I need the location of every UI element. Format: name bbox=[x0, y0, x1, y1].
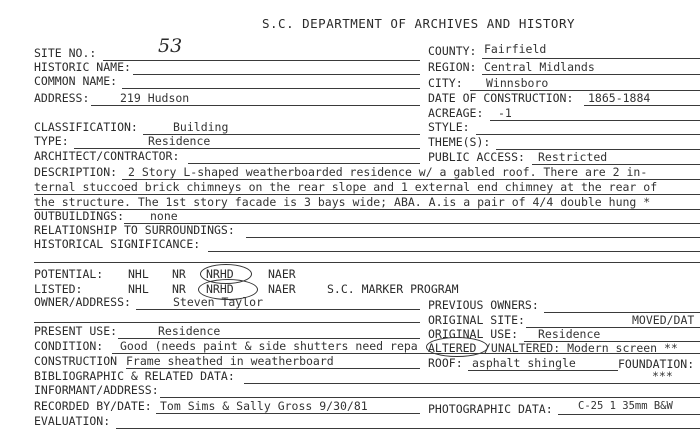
owner-line bbox=[136, 309, 420, 310]
outbuildings-label: OUTBUILDINGS: bbox=[34, 209, 125, 223]
original-use-label: ORIGINAL USE: bbox=[428, 327, 519, 341]
outbuildings-value: none bbox=[150, 209, 178, 223]
common-name-label: COMMON NAME: bbox=[34, 74, 118, 88]
site-no-line bbox=[103, 60, 420, 61]
classification-value: Building bbox=[173, 120, 229, 134]
listed-nhl: NHL bbox=[128, 282, 149, 296]
foundation-value: *** bbox=[652, 369, 673, 383]
listed-nrhd: NRHD bbox=[206, 282, 234, 296]
construction-value: Frame sheathed in weatherboard bbox=[126, 354, 334, 368]
acreage-value: -1 bbox=[498, 106, 512, 120]
address-line bbox=[91, 105, 420, 106]
acreage-line bbox=[490, 120, 700, 121]
evaluation-label: EVALUATION: bbox=[34, 414, 111, 428]
significance-label: HISTORICAL SIGNIFICANCE: bbox=[34, 237, 201, 251]
original-use-value: Residence bbox=[538, 327, 601, 341]
description-line-1: 2 Story L-shaped weatherboarded residence w/ a gabled roof. There are 2 in- bbox=[128, 165, 648, 179]
evaluation-line bbox=[116, 428, 700, 429]
original-site-value: MOVED/DAT bbox=[632, 313, 695, 327]
photographic-label: PHOTOGRAPHIC DATA: bbox=[428, 402, 553, 416]
acreage-label: ACREAGE: bbox=[428, 106, 484, 120]
potential-nrhd: NRHD bbox=[206, 267, 234, 281]
public-access-label: PUBLIC ACCESS: bbox=[428, 150, 525, 164]
region-line bbox=[482, 74, 700, 75]
address-value: 219 Hudson bbox=[120, 91, 190, 105]
region-label: REGION: bbox=[428, 60, 477, 74]
architect-line bbox=[188, 163, 420, 164]
historic-name-label: HISTORIC NAME: bbox=[34, 60, 131, 74]
listed-label: LISTED: bbox=[34, 282, 83, 296]
type-label: TYPE: bbox=[34, 134, 69, 148]
present-use-value: Residence bbox=[158, 324, 221, 338]
architect-label: ARCHITECT/CONTRACTOR: bbox=[34, 149, 180, 163]
section-divider bbox=[34, 262, 700, 263]
county-value: Fairfield bbox=[484, 42, 547, 56]
type-value: Residence bbox=[148, 134, 211, 148]
common-name-line bbox=[122, 88, 420, 89]
photographic-line bbox=[558, 414, 700, 415]
previous-owners-label: PREVIOUS OWNERS: bbox=[428, 298, 539, 312]
recorded-line bbox=[156, 413, 420, 414]
unaltered-value: /UNALTERED: Modern screen ** bbox=[484, 341, 678, 355]
address-label: ADDRESS: bbox=[34, 91, 90, 105]
foundation-label: FOUNDATION: bbox=[618, 357, 695, 371]
site-no-value: 53 bbox=[158, 35, 183, 57]
owner-line-2 bbox=[34, 322, 420, 323]
photographic-value: C-25 1 35mm B&W bbox=[578, 400, 673, 412]
region-value: Central Midlands bbox=[484, 60, 595, 74]
potential-nhl: NHL bbox=[128, 267, 149, 281]
owner-label: OWNER/ADDRESS: bbox=[34, 295, 131, 309]
description-line-2: ternal stuccoed brick chimneys on the rear slope and 1 external end chimney at the rear of bbox=[34, 180, 658, 194]
significance-line bbox=[208, 251, 700, 252]
marker-program: S.C. MARKER PROGRAM bbox=[327, 282, 459, 296]
bibliography-line bbox=[244, 383, 700, 384]
classification-label: CLASSIFICATION: bbox=[34, 120, 138, 134]
date-line bbox=[584, 105, 700, 106]
style-line bbox=[476, 134, 700, 135]
construction-label: CONSTRUCTION bbox=[34, 354, 118, 368]
public-access-value: Restricted bbox=[538, 150, 608, 164]
bibliography-label: BIBLIOGRAPHIC & RELATED DATA: bbox=[34, 369, 235, 383]
potential-label: POTENTIAL: bbox=[34, 267, 104, 281]
listed-naer: NAER bbox=[268, 282, 296, 296]
site-no-label: SITE NO.: bbox=[34, 46, 97, 60]
description-rule-3 bbox=[34, 209, 700, 210]
historic-name-line bbox=[133, 74, 420, 75]
listed-nr: NR bbox=[172, 282, 186, 296]
present-use-label: PRESENT USE: bbox=[34, 324, 118, 338]
form-title: S.C. DEPARTMENT OF ARCHIVES AND HISTORY bbox=[262, 16, 575, 31]
city-value: Winnsboro bbox=[486, 76, 549, 90]
roof-value: asphalt shingle bbox=[472, 356, 576, 370]
owner-value: Steven Taylor bbox=[173, 295, 264, 309]
altered-circle bbox=[426, 337, 488, 357]
potential-nr: NR bbox=[172, 267, 186, 281]
theme-label: THEME(S): bbox=[428, 135, 491, 149]
date-value: 1865-1884 bbox=[588, 91, 651, 105]
altered-option: ALTERED bbox=[428, 341, 477, 355]
recorded-label: RECORDED BY/DATE: bbox=[34, 399, 152, 413]
original-site-label: ORIGINAL SITE: bbox=[428, 313, 525, 327]
recorded-value: Tom Sims & Sally Gross 9/30/81 bbox=[160, 399, 368, 413]
roof-label: ROOF: bbox=[428, 356, 463, 370]
relationship-label: RELATIONSHIP TO SURROUNDINGS: bbox=[34, 223, 235, 237]
condition-value: Good (needs paint & side shutters need repa bbox=[120, 339, 418, 353]
roof-line bbox=[468, 370, 618, 371]
description-line-3: the structure. The 1st story facade is 3 bays wide; ABA. A.is a pair of 4/4 double hung * bbox=[34, 195, 651, 209]
description-label: DESCRIPTION: bbox=[34, 165, 118, 179]
condition-label: CONDITION: bbox=[34, 339, 104, 353]
city-label: CITY: bbox=[428, 76, 463, 90]
date-label: DATE OF CONSTRUCTION: bbox=[428, 91, 574, 105]
county-line bbox=[482, 58, 700, 59]
relationship-line bbox=[246, 237, 700, 238]
informant-line bbox=[160, 397, 700, 398]
potential-naer: NAER bbox=[268, 267, 296, 281]
style-label: STYLE: bbox=[428, 120, 470, 134]
county-label: COUNTY: bbox=[428, 44, 477, 58]
informant-label: INFORMANT/ADDRESS: bbox=[34, 383, 159, 397]
